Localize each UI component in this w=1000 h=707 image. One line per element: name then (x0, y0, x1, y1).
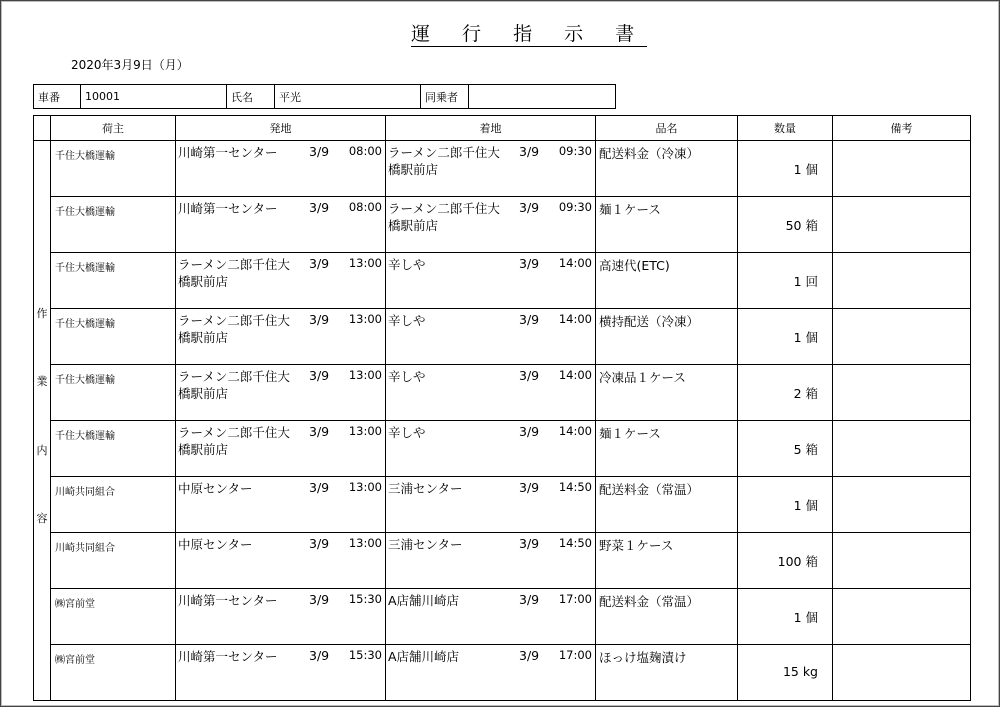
origin-date: 3/9 (309, 592, 330, 607)
corner-cell (34, 116, 51, 141)
quantity-value: 1 個 (793, 330, 818, 345)
origin-time: 13:00 (348, 480, 382, 494)
quantity-cell (738, 421, 833, 477)
side-char: 業 (36, 375, 48, 389)
destination-time: 14:00 (558, 312, 592, 326)
item-cell: 配送料金（常温） (596, 477, 738, 533)
origin-name: 中原センター (178, 537, 253, 552)
passenger-label: 同乗者 (421, 85, 469, 109)
destination-time: 09:30 (558, 144, 592, 158)
quantity-cell (738, 645, 833, 701)
origin-name: ラーメン二郎千住大橋駅前店 (178, 257, 290, 289)
item-cell: 高速代(ETC) (596, 253, 738, 309)
destination-name: 辛しや (388, 425, 426, 440)
origin-date: 3/9 (309, 536, 330, 551)
notes-cell (833, 477, 971, 533)
destination-name: 辛しや (388, 313, 426, 328)
item-cell: 配送料金（常温） (596, 589, 738, 645)
destination-cell (386, 141, 596, 197)
origin-cell (176, 309, 386, 365)
quantity-cell (738, 589, 833, 645)
col-header-notes: 備考 (833, 116, 971, 141)
vehicle-label: 車番 (34, 85, 81, 109)
origin-name: 川崎第一センター (178, 649, 278, 664)
destination-name: A店舗川崎店 (388, 593, 460, 608)
name-value: 平光 (275, 85, 421, 109)
destination-name: A店舗川崎店 (388, 649, 460, 664)
quantity-value: 50 箱 (785, 218, 818, 233)
origin-date: 3/9 (309, 200, 330, 215)
destination-cell (386, 197, 596, 253)
origin-date: 3/9 (309, 368, 330, 383)
notes-cell (833, 365, 971, 421)
destination-date: 3/9 (519, 648, 540, 663)
shipper-cell: 川崎共同組合 (51, 477, 176, 533)
quantity-cell (738, 365, 833, 421)
destination-time: 09:30 (558, 200, 592, 214)
side-char: 作 (36, 306, 48, 320)
col-header-quantity: 数量 (738, 116, 833, 141)
shipper-cell: 千住大橋運輸 (51, 365, 176, 421)
origin-name: 中原センター (178, 481, 253, 496)
origin-cell (176, 533, 386, 589)
destination-time: 14:50 (558, 536, 592, 550)
destination-date: 3/9 (519, 312, 540, 327)
destination-name: 辛しや (388, 257, 426, 272)
col-header-item: 品名 (596, 116, 738, 141)
page-title: 運 行 指 示 書 (411, 23, 648, 45)
shipper-cell: 千住大橋運輸 (51, 141, 176, 197)
quantity-value: 1 個 (793, 162, 818, 177)
origin-cell (176, 589, 386, 645)
destination-date: 3/9 (519, 144, 540, 159)
origin-cell (176, 365, 386, 421)
quantity-cell (738, 477, 833, 533)
table-row (34, 421, 971, 477)
origin-name: ラーメン二郎千住大橋駅前店 (178, 313, 290, 345)
quantity-cell (738, 533, 833, 589)
shipper-cell: 千住大橋運輸 (51, 197, 176, 253)
origin-cell (176, 421, 386, 477)
table-row (34, 533, 971, 589)
passenger-value (469, 85, 616, 109)
quantity-cell (738, 309, 833, 365)
table-row (34, 309, 971, 365)
table-row (34, 589, 971, 645)
quantity-value: 1 個 (793, 610, 818, 625)
origin-date: 3/9 (309, 424, 330, 439)
destination-date: 3/9 (519, 424, 540, 439)
origin-name: 川崎第一センター (178, 201, 278, 216)
origin-time: 13:00 (348, 312, 382, 326)
notes-cell (833, 421, 971, 477)
table-row (34, 141, 971, 197)
table-row (34, 365, 971, 421)
origin-time: 13:00 (348, 368, 382, 382)
shipper-cell: 千住大橋運輸 (51, 309, 176, 365)
quantity-cell (738, 141, 833, 197)
col-header-shipper: 荷主 (51, 116, 176, 141)
notes-cell (833, 589, 971, 645)
origin-date: 3/9 (309, 256, 330, 271)
destination-name: 三浦センター (388, 537, 463, 552)
destination-cell (386, 589, 596, 645)
quantity-value: 5 箱 (793, 442, 818, 457)
item-cell: 冷凍品１ケース (596, 365, 738, 421)
quantity-value: 1 回 (793, 274, 818, 289)
origin-time: 08:00 (348, 200, 382, 214)
item-cell: 野菜１ケース (596, 533, 738, 589)
shipper-cell: 千住大橋運輸 (51, 421, 176, 477)
table-row (34, 645, 971, 701)
origin-cell (176, 645, 386, 701)
destination-time: 14:50 (558, 480, 592, 494)
document-date: 2020年3月9日（月） (71, 58, 189, 72)
origin-date: 3/9 (309, 144, 330, 159)
destination-name: ラーメン二郎千住大橋駅前店 (388, 201, 500, 233)
name-label: 氏名 (227, 85, 275, 109)
destination-cell (386, 309, 596, 365)
destination-name: 三浦センター (388, 481, 463, 496)
vehicle-value: 10001 (81, 85, 227, 109)
origin-name: ラーメン二郎千住大橋駅前店 (178, 369, 290, 401)
work-table (33, 115, 971, 701)
origin-time: 13:00 (348, 256, 382, 270)
col-header-origin: 発地 (176, 116, 386, 141)
shipper-cell: 千住大橋運輸 (51, 253, 176, 309)
header-table (33, 84, 616, 109)
origin-cell (176, 141, 386, 197)
destination-cell (386, 421, 596, 477)
shipper-cell: ㈱宮前堂 (51, 589, 176, 645)
side-char: 容 (36, 512, 48, 526)
destination-time: 17:00 (558, 648, 592, 662)
destination-date: 3/9 (519, 592, 540, 607)
table-row (34, 253, 971, 309)
col-header-destination: 着地 (386, 116, 596, 141)
table-row (34, 197, 971, 253)
quantity-value: 1 個 (793, 498, 818, 513)
notes-cell (833, 197, 971, 253)
side-char: 内 (36, 443, 48, 457)
destination-cell (386, 365, 596, 421)
destination-date: 3/9 (519, 480, 540, 495)
origin-date: 3/9 (309, 312, 330, 327)
quantity-cell (738, 253, 833, 309)
origin-time: 08:00 (348, 144, 382, 158)
destination-cell (386, 477, 596, 533)
origin-date: 3/9 (309, 480, 330, 495)
destination-cell (386, 645, 596, 701)
item-cell: 横持配送（冷凍） (596, 309, 738, 365)
origin-date: 3/9 (309, 648, 330, 663)
item-cell: ほっけ塩麹漬け (596, 645, 738, 701)
quantity-value: 100 箱 (777, 554, 818, 569)
destination-name: ラーメン二郎千住大橋駅前店 (388, 145, 500, 177)
shipper-cell: ㈱宮前堂 (51, 645, 176, 701)
notes-cell (833, 309, 971, 365)
destination-cell (386, 253, 596, 309)
origin-name: ラーメン二郎千住大橋駅前店 (178, 425, 290, 457)
origin-name: 川崎第一センター (178, 593, 278, 608)
destination-time: 14:00 (558, 368, 592, 382)
destination-date: 3/9 (519, 536, 540, 551)
destination-time: 17:00 (558, 592, 592, 606)
quantity-cell (738, 197, 833, 253)
item-cell: 麺１ケース (596, 421, 738, 477)
origin-time: 15:30 (348, 592, 382, 606)
origin-cell (176, 477, 386, 533)
destination-time: 14:00 (558, 256, 592, 270)
destination-cell (386, 533, 596, 589)
origin-time: 13:00 (348, 536, 382, 550)
destination-date: 3/9 (519, 256, 540, 271)
item-cell: 配送料金（冷凍） (596, 141, 738, 197)
destination-time: 14:00 (558, 424, 592, 438)
origin-cell (176, 197, 386, 253)
destination-name: 辛しや (388, 369, 426, 384)
notes-cell (833, 645, 971, 701)
side-label (34, 141, 51, 701)
table-header-row (34, 116, 971, 141)
notes-cell (833, 253, 971, 309)
origin-time: 13:00 (348, 424, 382, 438)
quantity-value: 2 箱 (793, 386, 818, 401)
origin-name: 川崎第一センター (178, 145, 278, 160)
destination-date: 3/9 (519, 200, 540, 215)
notes-cell (833, 533, 971, 589)
destination-date: 3/9 (519, 368, 540, 383)
origin-time: 15:30 (348, 648, 382, 662)
item-cell: 麺１ケース (596, 197, 738, 253)
quantity-value: 15 kg (782, 664, 818, 679)
table-row (34, 477, 971, 533)
shipper-cell: 川崎共同組合 (51, 533, 176, 589)
notes-cell (833, 141, 971, 197)
origin-cell (176, 253, 386, 309)
